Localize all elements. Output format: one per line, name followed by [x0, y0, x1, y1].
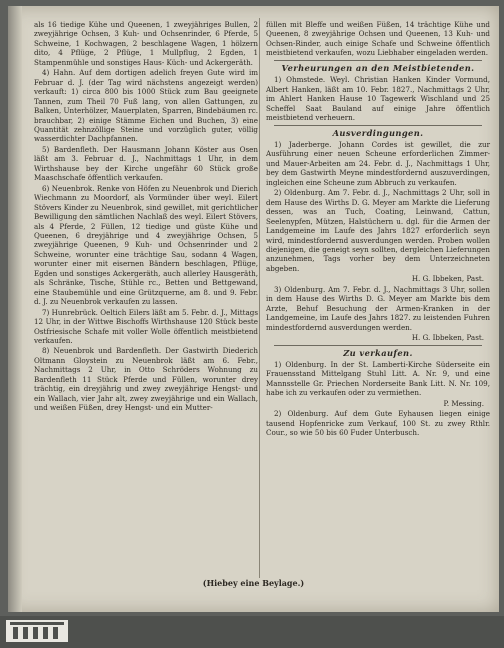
left-column: [34, 20, 258, 414]
right-column: [266, 20, 490, 439]
column-divider: [259, 18, 260, 578]
section-rule: [274, 345, 482, 346]
article-paragraph: 2) Oldenburg. Auf dem Gute Eyhausen liegen einige tausend Hopfenricke zum Verkauf, 100 St. zu zwey Rthlr. Cour., so wie 50 bis 60 Fuder Unterbusch.: [266, 409, 490, 438]
article-paragraph: 1) Oldenburg. In der St. Lamberti-Kirche Süderseite ein Frauensstand Mittelgang Stuhl Litt. A. Nr. 9, und eine Mannsstelle Gr. Priechen Norderseite Bank Litt. N. Nr. 109, habe ich zu verkaufen oder zu vermiethen.: [266, 359, 490, 398]
section-heading-verheurungen: Verheurungen an den Meistbietenden.: [281, 62, 475, 73]
article-paragraph: 3) Oldenburg. Am 7. Febr. d. J., Nachmittags 3 Uhr, sollen in dem Hause des Wirths D. G. Meyer am Markte bis dem Arzte, Behuf Besuchung der Armen-Kranken in der Landgemeine, im Laufe des Jahrs 1827. zu leistenden Fuhren mindestfordernd ausverdungen werden.: [266, 284, 490, 332]
section-rule: [274, 125, 482, 126]
supplement-note: (Hiebey eine Beylage.): [202, 578, 305, 588]
article-paragraph: 8) Neuenbrok und Bardenfleth. Der Gastwirth Diederich Oltmann Gloystein zu Neuenbrok läßt am 6. Febr., Nachmittags 2 Uhr, in Otto Schröders Wohnung zu Bardenfleth 11 Stück Pferde und Füllen, worunter drey trächtig, ein dreyjährig und zwey zweyjährige Hengst- und ein Wallach, vier Jahr alt, zwey zweyjährige und ein Wallach, und weißen Füßen, drey Hengst- und ein Mutter-: [34, 346, 258, 413]
signature: H. G. Ibbeken, Past.: [411, 274, 484, 284]
article-paragraph: 4) Hahn. Auf dem dortigen adelich freyen Gute wird im Februar d. J. (der Tag wird nächstens angezeigt werden) verkauft: 1) circa 800 bis 1000 Stück zum Bau geeignete Tannen, zum Theil 70 Fuß lang, von allen Gattungen, zu Balken, Unterhölzer, Mauerplaten, Sparren, Bindebäumen rc. brauchbar, 2) einige Stämme Eichen und Buchen, 3) eine Quantität zehnzöllige Steine und vorzüglich guter, völlig wasserdichter Dachpfannen.: [34, 68, 258, 144]
article-paragraph: füllen mit Bleffe und weißen Füßen, 14 trächtige Kühe und Queenen, 8 zweyjährige Ochsen und Queenen, 13 Kuh- und Ochsen-Rinder, auch einige Schafe und Schweine öffentlich meistbietend verkaufen, wozu Liebhaber eingeladen werden.: [266, 20, 490, 58]
section-heading-zu-verkaufen: Zu verkaufen.: [343, 347, 413, 358]
newspaper-page: [8, 6, 499, 612]
article-paragraph: 1) Ohmstede. Weyl. Christian Hanken Kinder Vormund, Albert Hanken, läßt am 10. Febr. 1827., Nachmittags 2 Uhr, im Ahlert Hanken Hause 10 Tagewerk Wischland und 25 Scheffel Saat Bauland auf einige Jahre öffentlich meistbietend verheuern.: [266, 75, 490, 123]
article-paragraph: als 16 tiedige Kühe und Queenen, 1 zweyjähriges Bullen, 2 zweyjährige Ochsen, 3 Kuh- und Ochsenrinder, 6 Pferde, 5 Schweine, 1 Kochwagen, 2 beschlagene Wagen, 1 hölzern dito, 4 Pflüge, 2 Pflüge, 1 Mullpflug, 2 Egden, 1 Stampenmühle und sonstiges Haus- Küch- und Ackergeräth.: [34, 20, 258, 67]
article-paragraph: 2) Oldenburg. Am 7. Febr. d. J., Nachmittags 2 Uhr, soll in dem Hause des Wirths D. G. Meyer am Markte die Lieferung dessen, was an Tuch, Coating, Leinwand, Cattun, Seelenypfen, Mützen, Halstüchern u. dgl. für die Armen der Landgemeine im Laufe des Jahrs 1827 erforderlich seyn wird, mindestfordernd ausverdungen werden. Proben wollen diejenigen, die geneigt seyn sollten, dergleichen Lieferungen anzunehmen, Tags vorher bey dem Unterzeichneten abgeben.: [266, 188, 490, 273]
page-binding-edge: [8, 6, 22, 612]
signature: H. G. Ibbeken, Past.: [411, 333, 484, 343]
article-paragraph: 1) Jaderberge. Johann Cordes ist gewillet, die zur Ausführung einer neuen Scheune erforderlichen Zimmer- und Mauer-Arbeiten am 24. Febr. d. J., Nachmittags 1 Uhr, bey dem Gastwirth Meyne mindestfordernd auszuverdingen, ingleichen eine Scheune zum Abbruch zu verkaufen.: [266, 139, 490, 187]
article-paragraph: 5) Bardenfleth. Der Hausmann Johann Köster aus Osen läßt am 3. Februar d. J., Nachmittags 1 Uhr, in dem Wirthshause bey der Kirche ungefähr 60 Stück große Maaschschafe öffentlich verkaufen.: [34, 144, 258, 183]
section-rule: [274, 60, 482, 61]
article-paragraph: 7) Hunrebrück. Oeltich Eilers läßt am 5. Febr. d. J., Mittags 12 Uhr, in der Wittwe Bischoffs Wirthshause 120 Stück beste Ostfriesische Schafe mit voller Wolle öffentlich meistbietend verkaufen.: [34, 307, 258, 345]
article-paragraph: 6) Neuenbrok. Renke von Höfen zu Neuenbrok und Dierich Wiechmann zu Moordorf, als Vormünder über weyl. Eilert Stövers Kinder zu Neuenbrok, sind gewillet, mit gerichtlicher Bewilligung den sämtlichen Nachlaß des weyl. Eilert Stövers, als 4 Pferde, 2 Füllen, 12 tiedige und güste Kühe und Queenen, 6 dreyjährige und 4 zweyjährige Ochsen, 5 zweyjährige Queenen, 9 Kuh- und Ochsenrinder und 2 Schweine, worunter eine trächtige Sau, sodann 4 Wagen, worunter einer mit eisernen Bändern beschlagen, Pflüge, Egden und sonstiges Ackergeräth, auch allerley Hausgeräth, als Schränke, Tische, Stühle rc., Betten und Bettgewand, eine Staubemühle und eine Grützquerne, am 8. und 9. Febr. d. J. zu Neuenbrok verkaufen zu lassen.: [34, 183, 258, 307]
library-building-icon: [6, 620, 68, 642]
viewer-bottom-bar: [0, 616, 504, 648]
signature: P. Messing.: [443, 398, 484, 408]
section-heading-ausverdingungen: Ausverdingungen.: [332, 127, 424, 138]
